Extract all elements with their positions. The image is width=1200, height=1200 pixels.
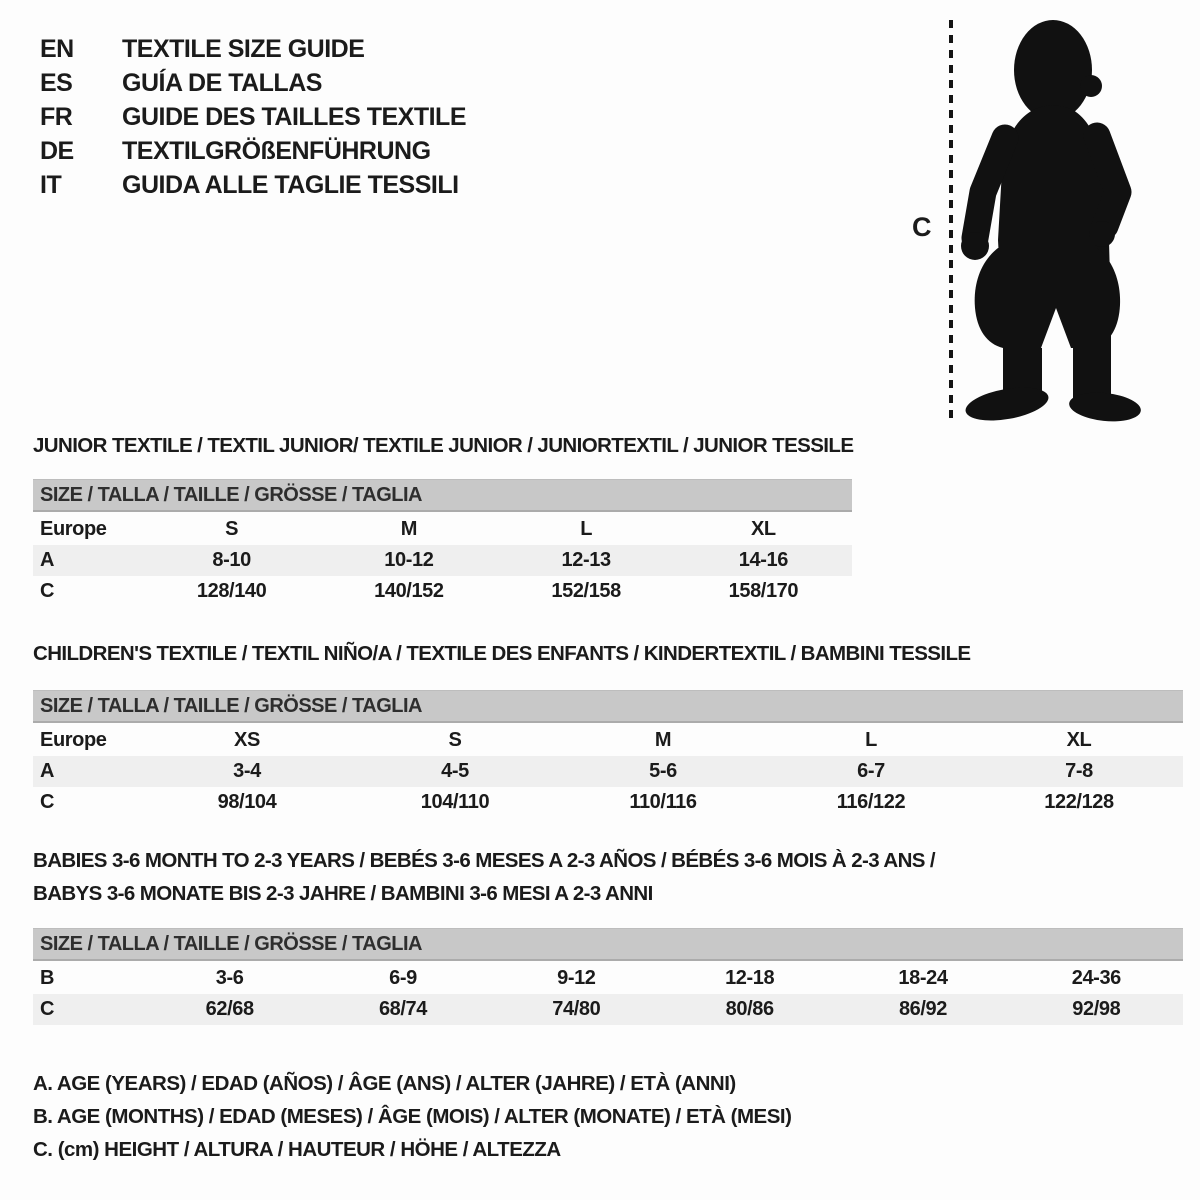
table-cell: 62/68 (205, 998, 254, 1020)
toddler-silhouette-icon (945, 10, 1145, 427)
language-code: ES (40, 68, 73, 97)
language-row (40, 66, 466, 100)
size-table-header: SIZE / TALLA / TAILLE / GRÖSSE / TAGLIA (33, 690, 1183, 723)
guide-title: TEXTILE SIZE GUIDE (122, 34, 365, 63)
table-cell: M (400, 518, 417, 540)
row-label: C (40, 580, 55, 602)
table-cell: 68/74 (378, 998, 428, 1020)
language-row (40, 32, 466, 66)
table-cell: XL (750, 518, 776, 540)
table-row (33, 787, 1183, 818)
language-code: EN (40, 34, 74, 63)
table-cell: 140/152 (374, 580, 444, 602)
table-cell: S (225, 518, 239, 540)
row-label: C (40, 791, 55, 813)
table-cell: 18-24 (898, 967, 948, 989)
legend-height-cm: C. (cm) HEIGHT / ALTURA / HAUTEUR / HÖHE / ALTEZZA (33, 1138, 561, 1161)
table-cell: L (865, 729, 877, 751)
size-table-header: SIZE / TALLA / TAILLE / GRÖSSE / TAGLIA (33, 479, 852, 512)
table-cell: S (448, 729, 462, 751)
guide-title: GUIDE DES TAILLES TEXTILE (122, 102, 467, 131)
language-row (40, 134, 466, 168)
table-cell: 128/140 (196, 580, 267, 602)
table-cell: 116/122 (836, 791, 906, 813)
row-label: Europe (40, 729, 107, 751)
size-table-header: SIZE / TALLA / TAILLE / GRÖSSE / TAGLIA (33, 928, 1183, 961)
table-cell: 86/92 (898, 998, 948, 1020)
size-table-junior (33, 479, 852, 607)
language-header-block (40, 32, 466, 202)
section-title-babies-line1: BABIES 3-6 MONTH TO 2-3 YEARS / BEBÉS 3-6 MESES A 2-3 AÑOS / BÉBÉS 3-6 MOIS À 2-3 ANS / (33, 849, 936, 872)
table-cell: 12-13 (561, 549, 611, 571)
table-cell: 12-18 (725, 967, 775, 989)
table-cell: 104/110 (420, 791, 490, 813)
section-title-children: CHILDREN'S TEXTILE / TEXTIL NIÑO/A / TEXTILE DES ENFANTS / KINDERTEXTIL / BAMBINI TESSILE (33, 642, 971, 665)
table-cell: 8-10 (212, 549, 251, 571)
height-measure-label: C (912, 212, 932, 242)
table-cell: M (654, 729, 672, 751)
section-title-junior: JUNIOR TEXTILE / TEXTIL JUNIOR/ TEXTILE JUNIOR / JUNIORTEXTIL / JUNIOR TESSILE (33, 434, 854, 457)
row-label: Europe (40, 518, 107, 540)
table-cell: XL (1066, 729, 1092, 751)
row-label: A (40, 760, 55, 782)
table-cell: 3-4 (233, 760, 261, 782)
table-cell: L (580, 518, 593, 540)
table-cell: 6-7 (857, 760, 885, 782)
table-cell: 158/170 (728, 580, 799, 602)
table-row (33, 963, 1183, 994)
table-cell: 4-5 (441, 760, 469, 782)
table-row (33, 576, 852, 607)
table-row (33, 545, 852, 576)
language-row (40, 168, 466, 202)
table-cell: 3-6 (215, 967, 244, 989)
table-cell: 92/98 (1072, 998, 1121, 1020)
row-label: B (40, 967, 55, 989)
table-cell: 98/104 (217, 791, 277, 813)
row-label: A (40, 549, 55, 571)
guide-title: GUIDA ALLE TAGLIE TESSILI (122, 170, 459, 199)
language-code: DE (40, 136, 74, 165)
table-row (33, 756, 1183, 787)
table-cell: 80/86 (725, 998, 774, 1020)
table-row (33, 514, 852, 545)
table-row (33, 725, 1183, 756)
table-cell: 5-6 (649, 760, 677, 782)
table-cell: 24-36 (1071, 967, 1121, 989)
guide-title: TEXTILGRÖßENFÜHRUNG (122, 136, 431, 165)
table-cell: 10-12 (384, 549, 434, 571)
table-cell: 122/128 (1044, 791, 1114, 813)
table-cell: XS (234, 729, 260, 751)
legend-age-months: B. AGE (MONTHS) / EDAD (MESES) / ÂGE (MOIS) / ALTER (MONATE) / ETÀ (MESI) (33, 1105, 792, 1128)
table-cell: 152/158 (551, 580, 621, 602)
table-row (33, 994, 1183, 1025)
language-row (40, 100, 466, 134)
size-table-babies (33, 928, 1183, 1025)
section-title-babies-line2: BABYS 3-6 MONATE BIS 2-3 JAHRE / BAMBINI 3-6 MESI A 2-3 ANNI (33, 882, 653, 905)
table-cell: 7-8 (1065, 760, 1093, 782)
table-cell: 110/116 (629, 791, 697, 813)
table-cell: 74/80 (552, 998, 601, 1020)
language-code: IT (40, 170, 62, 199)
guide-title: GUÍA DE TALLAS (122, 68, 322, 97)
table-cell: 9-12 (557, 967, 596, 989)
row-label: C (40, 998, 55, 1020)
language-code: FR (40, 102, 73, 131)
size-table-children (33, 690, 1183, 818)
table-cell: 6-9 (389, 967, 417, 989)
legend-age-years: A. AGE (YEARS) / EDAD (AÑOS) / ÂGE (ANS) / ALTER (JAHRE) / ETÀ (ANNI) (33, 1072, 736, 1095)
table-cell: 14-16 (738, 549, 788, 571)
